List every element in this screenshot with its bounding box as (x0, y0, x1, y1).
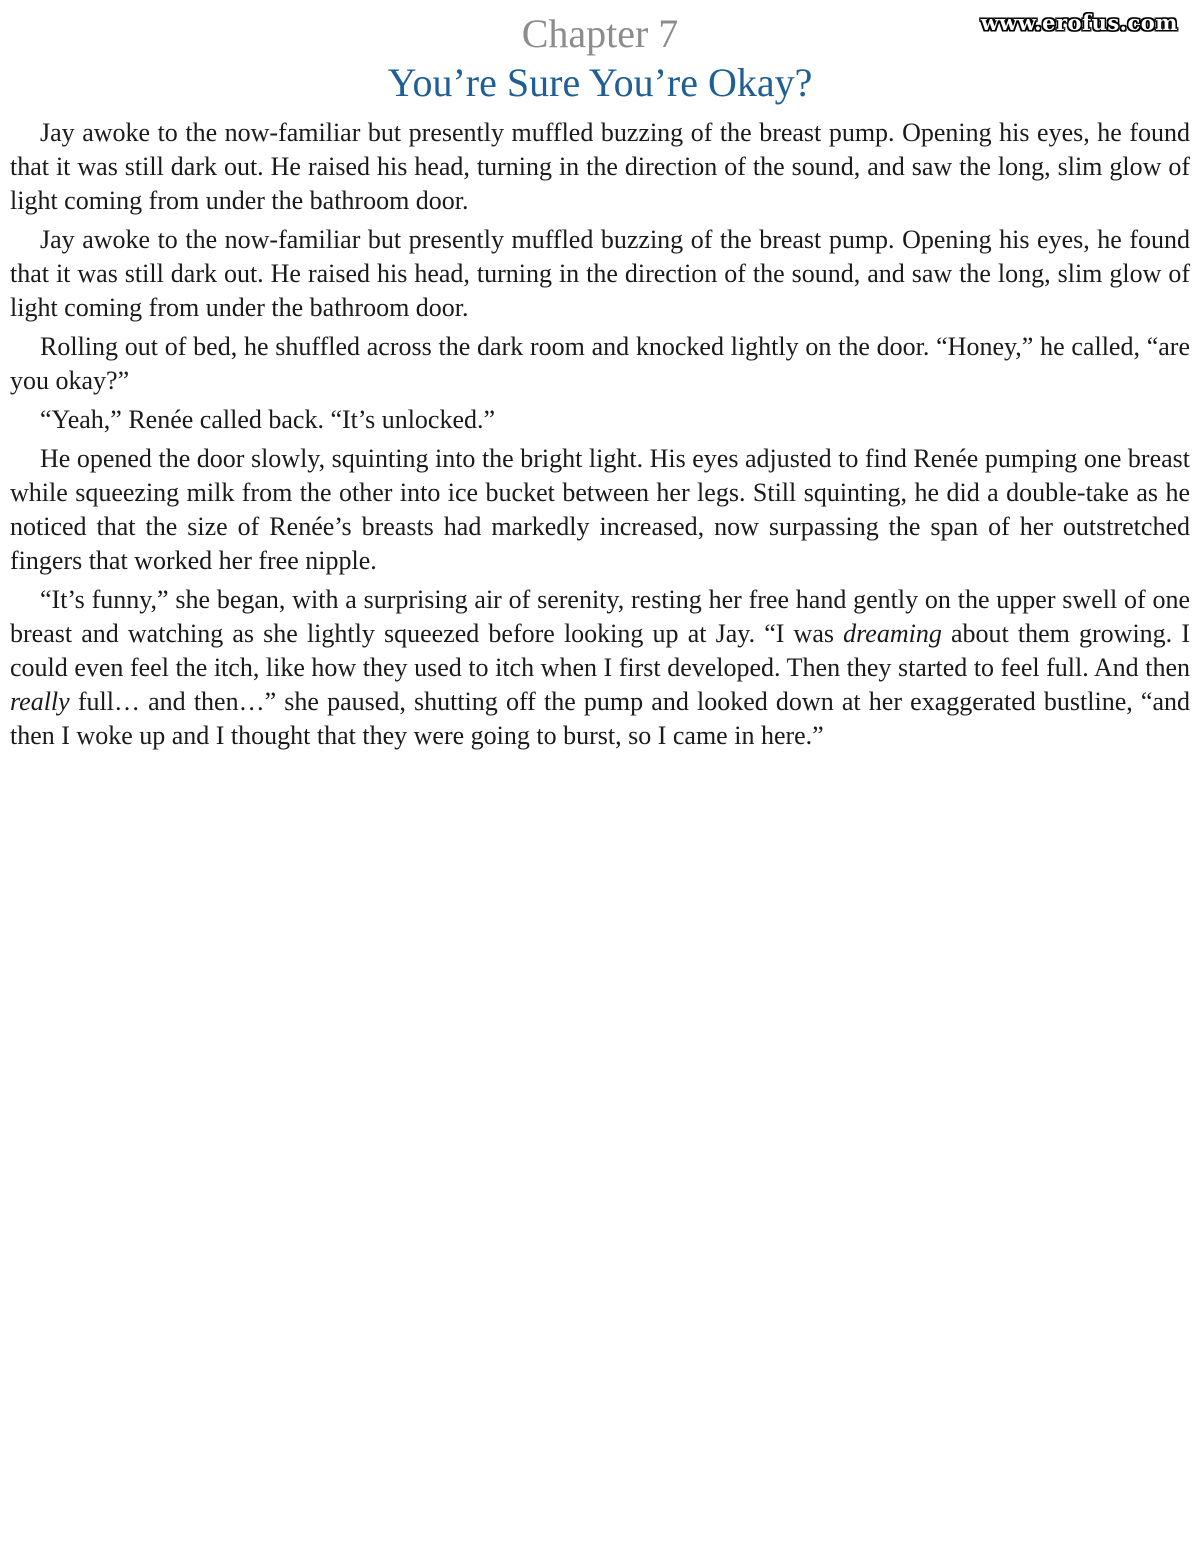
site-watermark: www.erofus.com (980, 10, 1178, 35)
story-paragraph (10, 442, 1190, 578)
paragraph-text: Rolling out of bed, he shuffled across the dark room and knocked lightly on the door. “Honey,” he called, “are you okay?” (10, 332, 1190, 395)
paragraph-text: Jay awoke to the now-familiar but presently muffled buzzing of the breast pump. Opening his eyes, he found that it was still dark out. He raised his head, turning in the direction of the sound, and saw the long, slim glow of light coming from under the bathroom door. (10, 225, 1190, 322)
story-text (10, 116, 1190, 758)
paragraph-text: about them growing. I could even feel the itch, like how they used to itch when I first developed. Then they started to feel full. And then (10, 619, 1190, 682)
story-paragraph (10, 223, 1190, 325)
emphasis-text: dreaming (843, 619, 942, 648)
story-paragraph (10, 583, 1190, 753)
story-paragraph (10, 403, 1190, 437)
story-paragraph (10, 116, 1190, 218)
paragraph-text: Jay awoke to the now-familiar but presently muffled buzzing of the breast pump. Opening his eyes, he found that it was still dark out. He raised his head, turning in the direction of the sound, and saw the long, slim glow of light coming from under the bathroom door. (10, 118, 1190, 215)
paragraph-text: He opened the door slowly, squinting into the bright light. His eyes adjusted to find Renée pumping one breast while squeezing milk from the other into ice bucket between her legs. Still squinting, he did a double-take as he noticed that the size of Renée’s breasts had markedly increased, now surpassing the span of her outstretched fingers that worked her free nipple. (10, 444, 1190, 575)
emphasis-text: really (10, 687, 70, 716)
paragraph-text: “It’s funny,” she began, with a surprising air of serenity, resting her free hand gently on the upper swell of one breast and watching as she lightly squeezed before looking up at Jay. “I was (10, 585, 1190, 648)
chapter-title: You’re Sure You’re Okay? (387, 60, 813, 105)
paragraph-text: full… and then…” she paused, shutting off the pump and looked down at her exaggerated bustline, “and then I woke up and I thought that they were going to burst, so I came in here.” (10, 687, 1190, 750)
story-paragraph (10, 330, 1190, 398)
chapter-number: Chapter 7 (521, 11, 679, 56)
paragraph-text: “Yeah,” Renée called back. “It’s unlocked.” (40, 405, 496, 434)
